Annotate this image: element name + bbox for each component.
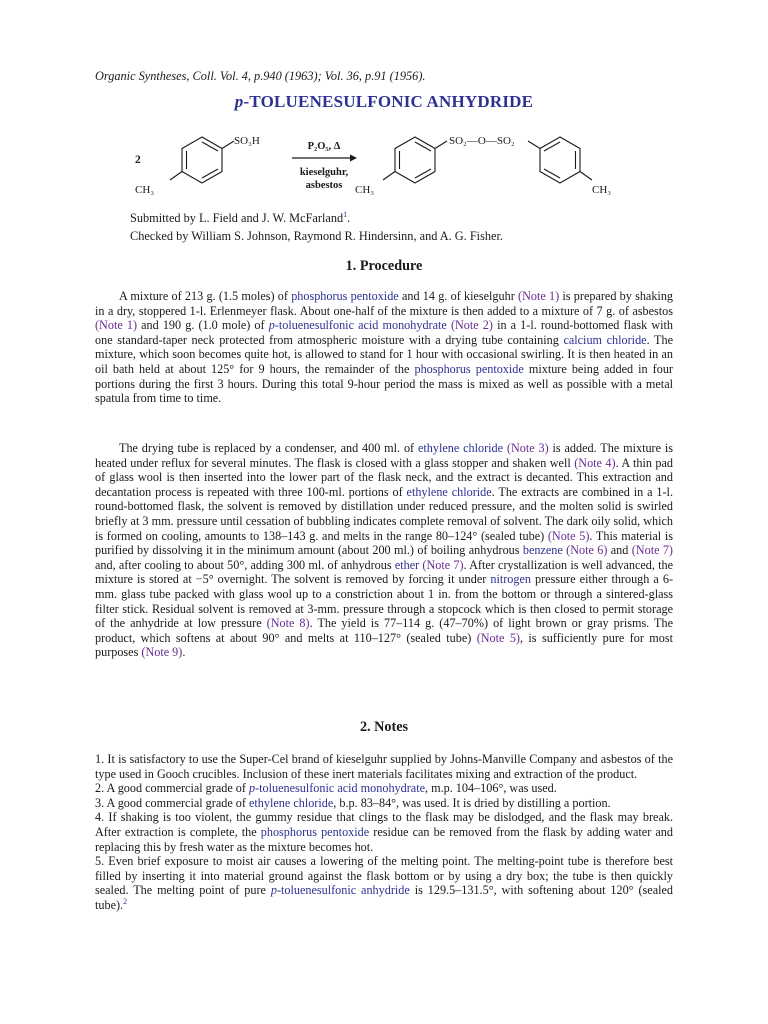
note-ref-link[interactable]: (Note 7) <box>422 557 464 572</box>
text-run: 5. Even brief exposure to moist air causes a lowering of the melting point. The melting-point tube is therefore best filled by inserting it into material ground against the flask bottom or by using a dry box; the tube is then quickly sealed. The melting point of pure <box>95 854 673 898</box>
note-ref-link[interactable]: (Note 7) <box>631 543 673 558</box>
text-run: mixture being added in four portions during the first 3 hours. During this total 9-hour period the mass is mixed as well as possible with a metal spatula from time to time. <box>95 361 673 406</box>
product-linker: SO₂—O—SO₂ <box>449 135 515 147</box>
text-run: and 190 g. (1.0 mole) of <box>137 318 269 333</box>
text-run: 4. If shaking is too violent, the gummy residue that clings to the flask may be dislodged, and the flask may break. After extraction is complete, the <box>95 810 673 839</box>
compound-link[interactable]: benzene <box>522 543 563 558</box>
note-ref-link[interactable]: (Note 4) <box>574 455 616 470</box>
submitted-by <box>130 211 350 226</box>
compound-link[interactable]: ethylene chloride <box>406 484 492 499</box>
procedure-text-2 <box>95 441 673 660</box>
note-ref-link[interactable]: (Note 3) <box>506 441 549 455</box>
reagent-top: P₂O₅, Δ <box>307 141 341 152</box>
procedure-paragraph-2 <box>95 441 673 660</box>
note-ref-link[interactable]: (Note 6) <box>566 543 608 558</box>
text-run: and, after cooling to about 50°, adding 300 ml. of anhydrous <box>95 557 395 572</box>
procedure-text-1 <box>95 289 673 406</box>
reagent-bot: asbestos <box>305 180 343 191</box>
text-run: . <box>182 645 186 660</box>
compound-link[interactable]: p <box>249 781 256 796</box>
compound-link[interactable]: phosphorus pentoxide <box>414 361 524 376</box>
text-run: . The extracts are combined in a 1-l. round-bottomed flask, the solvent is removed by distillation under reduced pressure, and the molten solid is swirled briefly at 3 mm. pressure until cessation of bubbling indicates complete removal of solvent. The dark oily solid, which is formed on cooling, amounts to 138–143 g. and melts in the range 80–124° (sealed tube) <box>95 484 673 543</box>
compound-link[interactable]: p <box>270 883 277 898</box>
note-3 <box>95 796 673 811</box>
procedure-heading: 1. Procedure <box>345 258 423 274</box>
text-run: The drying tube is replaced by a condenser, and 400 ml. of <box>119 441 418 455</box>
notes-list <box>95 752 673 913</box>
text-run: is 129.5–131.5°, with softening about 120° (sealed tube). <box>95 883 673 912</box>
compound-link[interactable]: ethylene chloride <box>249 795 334 810</box>
procedure-paragraph-1 <box>95 289 673 406</box>
compound-link[interactable]: nitrogen <box>490 572 531 587</box>
text-run: and <box>607 543 632 558</box>
text-run: A mixture of 213 g. (1.5 moles) of <box>119 289 292 303</box>
reaction-scheme <box>130 124 650 202</box>
footnote-ref[interactable]: 2 <box>123 896 128 906</box>
reagent-mid: kieselguhr, <box>299 167 349 178</box>
note-1 <box>95 752 673 781</box>
compound-link[interactable]: p <box>268 318 275 333</box>
note-ref-link[interactable]: (Note 1) <box>518 289 560 303</box>
compound-link[interactable]: -toluenesulfonic acid monohydrate <box>255 781 425 796</box>
notes-heading: 2. Notes <box>359 719 409 735</box>
reaction-coefficient: 2 <box>135 154 141 166</box>
compound-link[interactable]: -toluenesulfonic anhydride <box>276 883 410 898</box>
text-run: is prepared by shaking in a dry, stoppered 1-l. Erlenmeyer flask. About one-half of the mixture is then added to a mixture of 7 g. of asbestos <box>95 289 674 318</box>
text-run: . The yield is 77–114 g. (47–70%) of light brown or gray prisms. The product, which softens at about 90° and melts at 110–127° (sealed tube) <box>95 616 673 645</box>
reactant-sulfonic-group: SO₃H <box>234 135 260 147</box>
compound-link[interactable]: calcium chloride <box>563 332 647 347</box>
reactant-methyl: CH₃ <box>135 184 155 196</box>
text-run: , is sufficiently pure for most purposes <box>95 630 673 660</box>
footnote-ref[interactable]: 1 <box>343 209 348 219</box>
title-prefix: p <box>234 92 244 111</box>
compound-link[interactable]: -toluenesulfonic acid monohydrate <box>274 318 447 333</box>
submitted-end: . <box>347 211 351 225</box>
checked-by: Checked by William S. Johnson, Raymond R. Hindersinn, and A. G. Fisher. <box>130 229 503 243</box>
note-ref-link[interactable]: (Note 1) <box>95 318 138 333</box>
submitted-text: Submitted by L. Field and J. W. McFarland <box>130 211 344 225</box>
note-ref-link[interactable]: (Note 5) <box>476 630 520 645</box>
page-title <box>0 92 768 111</box>
compound-link[interactable]: ethylene chloride <box>417 441 504 455</box>
text-run: and 14 g. of kieselguhr <box>398 289 519 303</box>
note-ref-link[interactable]: (Note 8) <box>266 616 310 631</box>
title-text: -TOLUENESULFONIC ANHYDRIDE <box>243 92 534 111</box>
text-run: 2. A good commercial grade of <box>95 781 249 796</box>
note-4 <box>95 810 673 854</box>
text-run: . A thin pad of glass wool is then inserted into the lower part of the flask neck, and the extract is decanted. This extraction and decantation process is repeated with three 100-ml. portions of <box>95 455 673 499</box>
text-run: . This material is purified by dissolving it in the minimum amount (about 200 ml.) of boiling anhydrous <box>95 528 673 558</box>
note-ref-link[interactable]: (Note 2) <box>450 318 493 333</box>
text-run: . After crystallization is well advanced, the mixture is stored at −5° overnight. The solvent is removed by forcing it under <box>95 557 674 587</box>
text-run: 1. It is satisfactory to use the Super-Cel brand of kieselguhr supplied by Johns-Manville Company and asbestos of the type used in Gooch crucibles. Inclusion of these inert materials facilitates mixing and extraction of the product. <box>95 752 673 781</box>
reactant-structure <box>170 137 234 183</box>
text-run: , m.p. 104–106°, was used. <box>425 781 557 796</box>
compound-link[interactable]: phosphorus pentoxide <box>260 824 370 839</box>
text-run: pressure either through a 6-mm. glass tube packed with glass wool up to a constriction about 1 in. from the bottom or through a sintered-glass filter stick. Residual solvent is removed at 3-mm. pressure through a stopcock which is then closed to permit storage of the anhydride at low pressure <box>95 572 674 631</box>
text-run: in a 1-l. round-bottomed flask with one standard-taper neck protected from atmospheric moisture with a drying tube containing <box>95 318 673 347</box>
text-run: , b.p. 83–84°, was used. It is dried by distilling a portion. <box>333 795 611 810</box>
product-structure-right <box>528 137 592 183</box>
text-run: . The mixture, which soon becomes quite hot, is allowed to stand for 1 hour with occasional swirling. It is then heated in an oil bath held at about 125° for 9 hours, the remainder of the <box>95 332 673 376</box>
reaction-arrow-head <box>350 155 357 162</box>
text-run: residue can be removed from the flask by adding water and replacing this by fresh water as the mixture becomes hot. <box>95 824 673 854</box>
product-methyl-left: CH₃ <box>355 184 375 196</box>
compound-link[interactable]: ether <box>394 557 420 572</box>
product-structure-left <box>383 137 447 183</box>
text-run: 3. A good commercial grade of <box>95 795 249 810</box>
text-run: is added. The mixture is heated under reflux for several minutes. The flask is closed with a glass stopper and shaken well <box>95 441 674 470</box>
note-5 <box>95 854 673 912</box>
product-methyl-right: CH₃ <box>592 184 612 196</box>
note-ref-link[interactable]: (Note 5) <box>547 528 590 543</box>
note-2 <box>95 781 673 796</box>
compound-link[interactable]: phosphorus pentoxide <box>291 289 399 303</box>
note-ref-link[interactable]: (Note 9) <box>141 645 183 660</box>
citation: Organic Syntheses, Coll. Vol. 4, p.940 (1963); Vol. 36, p.91 (1956). <box>95 69 426 83</box>
